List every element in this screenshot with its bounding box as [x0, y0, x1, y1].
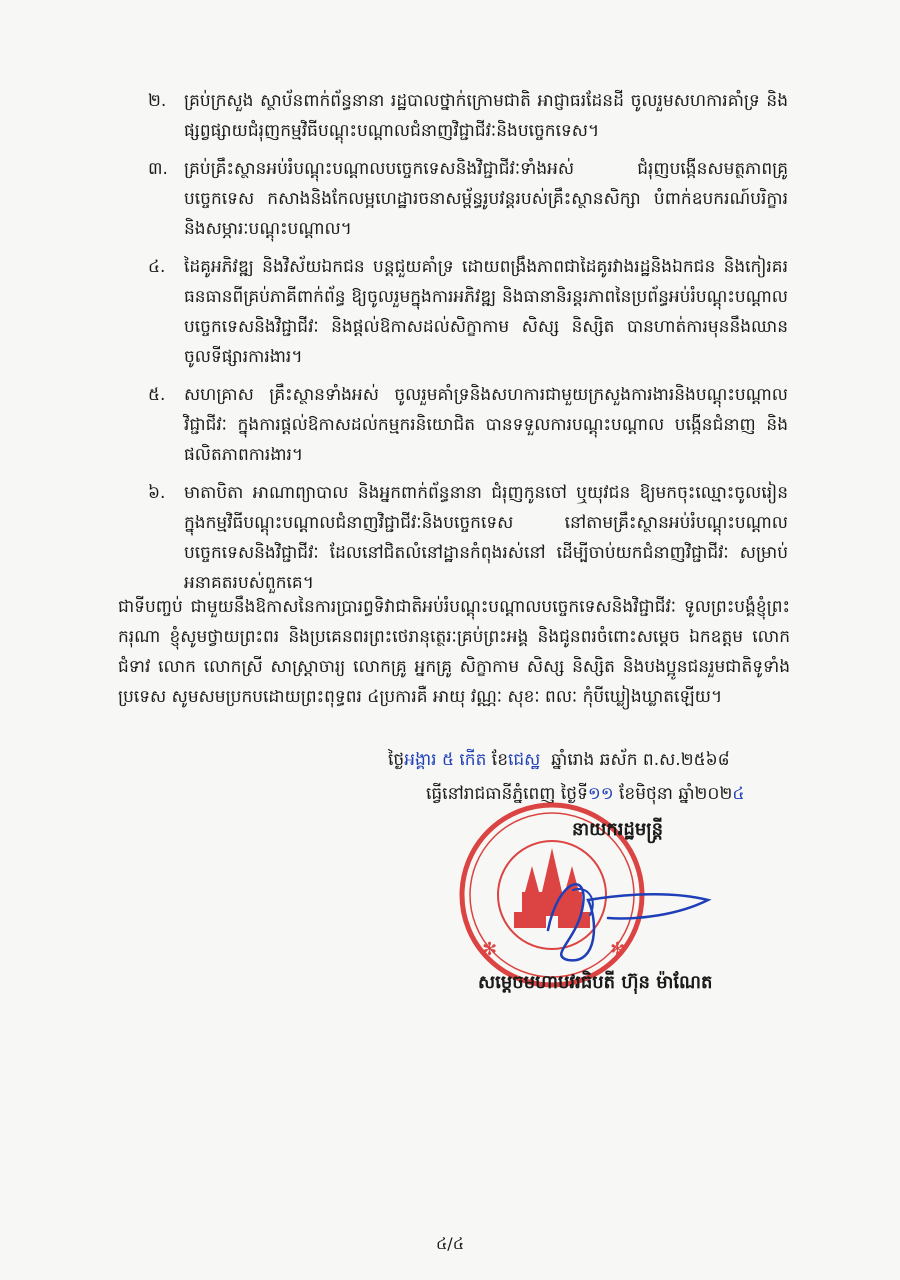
list-item: [148, 252, 788, 372]
item-number: ៥.: [148, 385, 166, 405]
handwritten-day-number: ១១: [587, 784, 614, 804]
star-icon: ✻: [482, 939, 498, 960]
list-item: [148, 478, 788, 598]
star-icon: ✻: [610, 939, 626, 960]
item-number: ៤.: [148, 257, 166, 277]
closing-paragraph: ជាទីបញ្ចប់ ជាមួយនឹងឱកាសនៃការប្រារព្ធទិវាជាតិអប់រំបណ្តុះបណ្តាលបច្ចេកទេសនិងវិជ្ជាជីវៈ ទូលព្រះបង្គំខ្ញុំព្រះករុណា ខ្ញុំសូមថ្វាយព្រះពរ និងប្រគេនពរព្រះថេរានុត្ថេរៈគ្រប់ព្រះអង្គ និងជូនពរចំពោះសម្តេច ឯកឧត្តម លោកជំទាវ លោក លោកស្រី សាស្ត្រាចារ្យ លោកគ្រូ អ្នកគ្រូ សិក្ខាកាម សិស្ស និស្សិត និងបងប្អូនជនរួមជាតិទូទាំងប្រទេស សូមសមប្រកបដោយព្រះពុទ្ធពរ ៤ប្រការគឺ អាយុ វណ្ណៈ សុខៈ ពលៈ កុំបីឃ្លៀងឃ្លាតឡើយ។: [118, 597, 790, 707]
month-prefix: ខែ: [491, 750, 508, 770]
handwritten-signature: [528, 860, 728, 970]
item-number: ៦.: [148, 483, 166, 503]
signer-title: នាយករដ្ឋមន្ត្រី: [572, 819, 664, 840]
date-prefix: ថ្ងៃ: [388, 750, 405, 770]
item-text: មាតាបិតា អាណាព្យាបាល និងអ្នកពាក់ព័ន្ធនានា ជំរុញកូនចៅ ឬយុវជន ឱ្យមកចុះឈ្មោះចូលរៀនក្នុងកម្មវិធីបណ្តុះបណ្តាលជំនាញវិជ្ជាជីវៈនិងបច្ចេកទេស នៅតាមគ្រឹះស្ថានអប់រំបណ្តុះបណ្តាលបច្ចេកទេសនិងវិជ្ជាជីវៈ ដែលនៅជិតលំនៅដ្ឋានកំពុងរស់នៅ ដើម្បីចាប់យកជំនាញវិជ្ជាជីវៈ សម្រាប់អនាគតរបស់ពួកគេ។: [184, 483, 788, 593]
handwritten-year-digit: ៤: [732, 784, 745, 804]
list-item: [148, 380, 788, 470]
page-number: ៤/៤: [435, 1234, 465, 1253]
month-year-text: ខែមិថុនា ឆ្នាំ២០២: [619, 784, 733, 804]
item-number: ៣.: [148, 159, 168, 179]
handwritten-day: អង្គារ ៥ កើត: [404, 750, 487, 770]
place-prefix: ធ្វើនៅរាជធានីភ្នំពេញ ថ្ងៃទី: [426, 784, 588, 804]
item-number: ២.: [148, 91, 167, 111]
lunar-year: ឆ្នាំរោង ឆស័ក ព.ស.២៥៦៨: [551, 750, 730, 770]
item-text: គ្រប់គ្រឹះស្ថានអប់រំបណ្តុះបណ្តាលបច្ចេកទេសនិងវិជ្ជាជីវៈទាំងអស់ ជំរុញបង្កើនសមត្ថភាពគ្រូបច្ចេកទេស កសាងនិងកែលម្អហេដ្ឋារចនាសម្ព័ន្ធរូបវន្តរបស់គ្រឹះស្ថានសិក្សា បំពាក់ឧបករណ៍បរិក្ខារ និងសម្ភារៈបណ្តុះបណ្តាល។: [184, 159, 788, 239]
item-text: ដៃគូអភិវឌ្ឍ និងវិស័យឯកជន បន្តជួយគាំទ្រ ដោយពង្រឹងភាពជាដៃគូរវាងរដ្ឋនិងឯកជន និងកៀរគរធនធានពីគ្រប់ភាគីពាក់ព័ន្ធ ឱ្យចូលរួមក្នុងការអភិវឌ្ឍ និងធានានិរន្តរភាពនៃប្រព័ន្ធអប់រំបណ្តុះបណ្តាលបច្ចេកទេសនិងវិជ្ជាជីវៈ និងផ្តល់ឱកាសដល់សិក្ខាកាម សិស្ស និស្សិត បានហាត់ការមុននឹងឈានចូលទីផ្សារការងារ។: [184, 257, 788, 367]
item-text: គ្រប់ក្រសួង ស្ថាប័នពាក់ព័ន្ធនានា រដ្ឋបាលថ្នាក់ក្រោមជាតិ អាជ្ញាធរដែនដី ចូលរួមសហការគាំទ្រ និងផ្សព្វផ្សាយជំរុញកម្មវិធីបណ្តុះបណ្តាលជំនាញវិជ្ជាជីវៈនិងបច្ចេកទេស។: [184, 91, 788, 141]
list-item: [148, 154, 788, 244]
handwritten-month: ជេស្ឋ: [507, 750, 541, 770]
list-item: [148, 86, 788, 146]
lunar-date-line: [388, 746, 828, 774]
signer-name: សម្តេចមហាបវរធិបតី ហ៊ុន ម៉ាណែត: [478, 972, 713, 993]
recommendation-list: [148, 86, 788, 606]
item-text: សហគ្រាស គ្រឹះស្ថានទាំងអស់ ចូលរួមគាំទ្រនិងសហការជាមួយក្រសួងការងារនិងបណ្តុះបណ្តាលវិជ្ជាជីវៈ ក្នុងការផ្តល់ឱកាសដល់កម្មករនិយោជិត បានទទួលការបណ្តុះបណ្តាល បង្កើនជំនាញ និងផលិតភាពការងារ។: [184, 385, 788, 465]
